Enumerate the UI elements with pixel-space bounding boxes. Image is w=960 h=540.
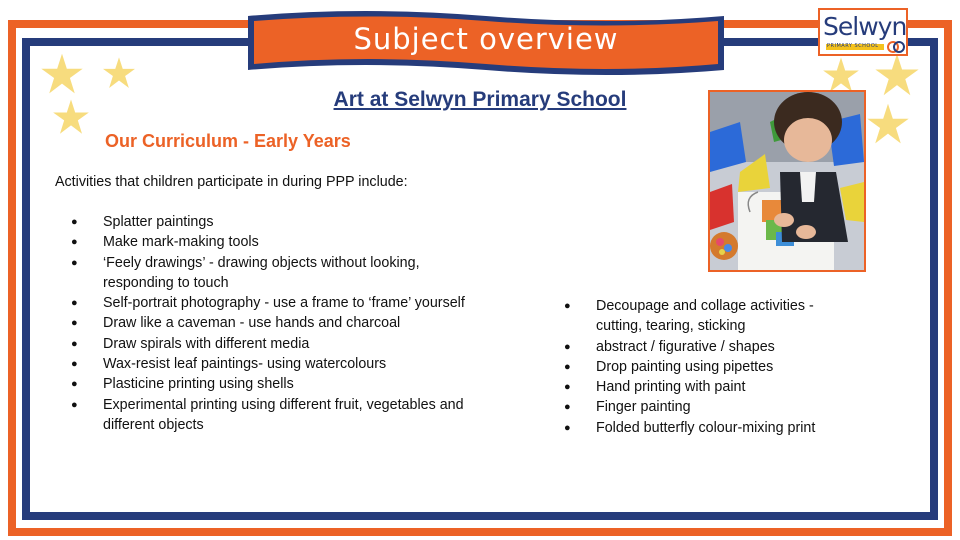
banner-title: Subject overview: [353, 22, 619, 56]
list-item: ● Self-portrait photography - use a frame to ‘frame’ yourself: [55, 293, 465, 313]
logo-rings-icon: [886, 38, 906, 56]
activities-list-left: [55, 212, 465, 435]
list-item: ● Plasticine printing using shells: [55, 374, 465, 394]
list-item: ● Drop painting using pipettes: [548, 357, 838, 377]
intro-text: Activities that children participate in during PPP include:: [55, 174, 408, 190]
list-item: ● Finger painting: [548, 397, 838, 417]
list-item: ● Decoupage and collage activities - cutting, tearing, sticking: [548, 296, 838, 337]
list-item: ● Hand printing with paint: [548, 377, 838, 397]
list-item: ● Splatter paintings: [55, 212, 465, 232]
section-subtitle: Our Curriculum - Early Years: [105, 131, 351, 151]
list-item: ● ‘Feely drawings’ - drawing objects without looking, responding to touch: [55, 253, 465, 294]
list-item: ● Wax-resist leaf paintings- using watercolours: [55, 354, 465, 374]
logo-wordmark: Selwyn: [823, 12, 907, 41]
list-item: ● Folded butterfly colour-mixing print: [548, 418, 838, 438]
list-item: ● Experimental printing using different fruit, vegetables and different objects: [55, 395, 465, 436]
list-item: ● Make mark-making tools: [55, 232, 465, 252]
child-art-photo: [708, 90, 866, 272]
star-icon: [102, 56, 136, 90]
list-item: ● Draw spirals with different media: [55, 334, 465, 354]
list-item: ● abstract / figurative / shapes: [548, 337, 838, 357]
school-logo: [818, 8, 908, 56]
page-title: Art at Selwyn Primary School: [333, 88, 627, 111]
logo-subtitle: PRIMARY SCHOOL: [827, 43, 879, 49]
subject-overview-banner: [244, 8, 728, 80]
list-item: ● Draw like a caveman - use hands and charcoal: [55, 313, 465, 333]
activities-list-right: [548, 296, 838, 438]
